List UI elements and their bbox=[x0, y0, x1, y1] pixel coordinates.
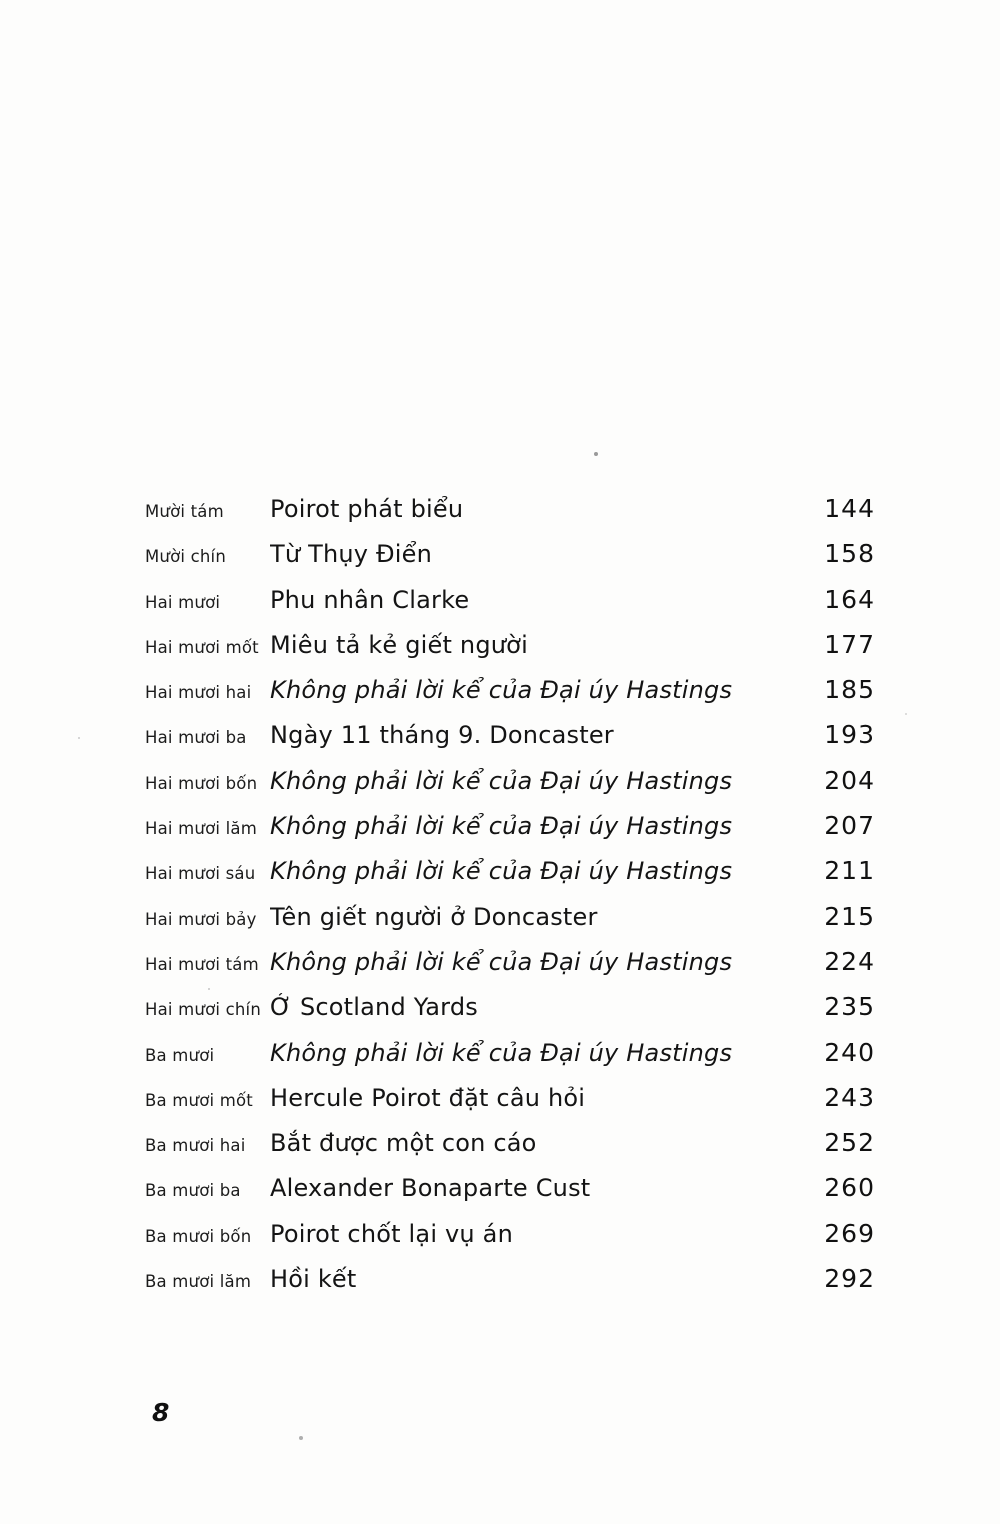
toc-row bbox=[145, 856, 875, 901]
chapter-page-number: 177 bbox=[824, 629, 875, 659]
chapter-number-label: Hai mươi hai bbox=[145, 683, 252, 703]
chapter-number-label: Hai mươi bảy bbox=[145, 909, 257, 929]
table-of-contents bbox=[145, 494, 875, 1309]
scan-speckles bbox=[0, 0, 2, 2]
chapter-title: Không phải lời kể của Đại úy Hastings bbox=[270, 812, 733, 841]
toc-row bbox=[145, 947, 875, 992]
chapter-page-number: 224 bbox=[824, 946, 875, 976]
chapter-page-number: 269 bbox=[824, 1218, 875, 1248]
chapter-title: Ở Scotland Yards bbox=[270, 993, 478, 1022]
chapter-number-label: Hai mươi sáu bbox=[145, 864, 256, 884]
chapter-page-number: 204 bbox=[824, 765, 875, 795]
toc-row bbox=[145, 630, 875, 675]
chapter-number-label: Hai mươi tám bbox=[145, 954, 259, 974]
toc-row bbox=[145, 1038, 875, 1083]
chapter-title: Không phải lời kể của Đại úy Hastings bbox=[270, 947, 733, 976]
chapter-number-label: Hai mươi lăm bbox=[145, 819, 257, 839]
toc-row bbox=[145, 766, 875, 811]
toc-row bbox=[145, 811, 875, 856]
chapter-number-label: Ba mươi bbox=[145, 1045, 215, 1065]
chapter-number-label: Hai mươi ba bbox=[145, 728, 247, 748]
chapter-number-label: Ba mươi mốt bbox=[145, 1090, 253, 1110]
toc-row bbox=[145, 539, 875, 584]
chapter-page-number: 260 bbox=[824, 1173, 875, 1203]
chapter-title: Không phải lời kể của Đại úy Hastings bbox=[270, 857, 733, 886]
toc-row bbox=[145, 1083, 875, 1128]
chapter-page-number: 158 bbox=[824, 539, 875, 569]
chapter-page-number: 243 bbox=[824, 1082, 875, 1112]
toc-row bbox=[145, 992, 875, 1037]
chapter-title: Không phải lời kể của Đại úy Hastings bbox=[270, 766, 733, 795]
chapter-number-label: Ba mươi lăm bbox=[145, 1272, 252, 1292]
chapter-number-label: Ba mươi bốn bbox=[145, 1226, 252, 1246]
chapter-title: Hồi kết bbox=[270, 1265, 357, 1294]
chapter-page-number: 193 bbox=[824, 720, 875, 750]
toc-row bbox=[145, 585, 875, 630]
toc-row bbox=[145, 494, 875, 539]
chapter-page-number: 240 bbox=[824, 1037, 875, 1067]
chapter-number-label: Hai mươi mốt bbox=[145, 637, 259, 657]
chapter-number-label: Mười tám bbox=[145, 502, 224, 521]
chapter-number-label: Hai mươi bbox=[145, 592, 221, 612]
toc-row bbox=[145, 720, 875, 765]
chapter-page-number: 292 bbox=[824, 1264, 875, 1294]
chapter-title: Ngày 11 tháng 9. Doncaster bbox=[270, 721, 614, 750]
chapter-page-number: 207 bbox=[824, 811, 875, 841]
chapter-number-label: Ba mươi ba bbox=[145, 1181, 241, 1201]
toc-row bbox=[145, 1264, 875, 1309]
chapter-page-number: 235 bbox=[824, 992, 875, 1022]
chapter-page-number: 252 bbox=[824, 1128, 875, 1158]
chapter-number-label: Ba mươi hai bbox=[145, 1136, 246, 1156]
chapter-title: Poirot chốt lại vụ án bbox=[270, 1219, 513, 1248]
toc-row bbox=[145, 675, 875, 720]
chapter-title: Tên giết người ở Doncaster bbox=[270, 902, 598, 931]
chapter-title: Miêu tả kẻ giết người bbox=[270, 630, 528, 659]
chapter-title: Từ Thụy Điển bbox=[270, 540, 433, 569]
chapter-page-number: 185 bbox=[824, 675, 875, 705]
chapter-page-number: 215 bbox=[824, 901, 875, 931]
chapter-title: Không phải lời kể của Đại úy Hastings bbox=[270, 1038, 733, 1067]
chapter-title: Phu nhân Clarke bbox=[270, 585, 470, 614]
chapter-page-number: 164 bbox=[824, 584, 875, 614]
toc-row bbox=[145, 1173, 875, 1218]
toc-row bbox=[145, 1128, 875, 1173]
chapter-page-number: 211 bbox=[824, 856, 875, 886]
toc-row bbox=[145, 1219, 875, 1264]
chapter-number-label: Hai mươi bốn bbox=[145, 773, 258, 793]
chapter-title: Alexander Bonaparte Cust bbox=[270, 1174, 591, 1203]
chapter-title: Hercule Poirot đặt câu hỏi bbox=[270, 1083, 586, 1112]
chapter-number-label: Mười chín bbox=[145, 547, 226, 567]
chapter-number-label: Hai mươi chín bbox=[145, 1000, 261, 1020]
page-number: 8 bbox=[152, 1398, 170, 1427]
chapter-title: Poirot phát biểu bbox=[270, 495, 464, 523]
toc-row bbox=[145, 902, 875, 947]
chapter-title: Bắt được một con cáo bbox=[270, 1129, 537, 1158]
chapter-title: Không phải lời kể của Đại úy Hastings bbox=[270, 676, 733, 705]
chapter-page-number: 144 bbox=[824, 494, 875, 523]
